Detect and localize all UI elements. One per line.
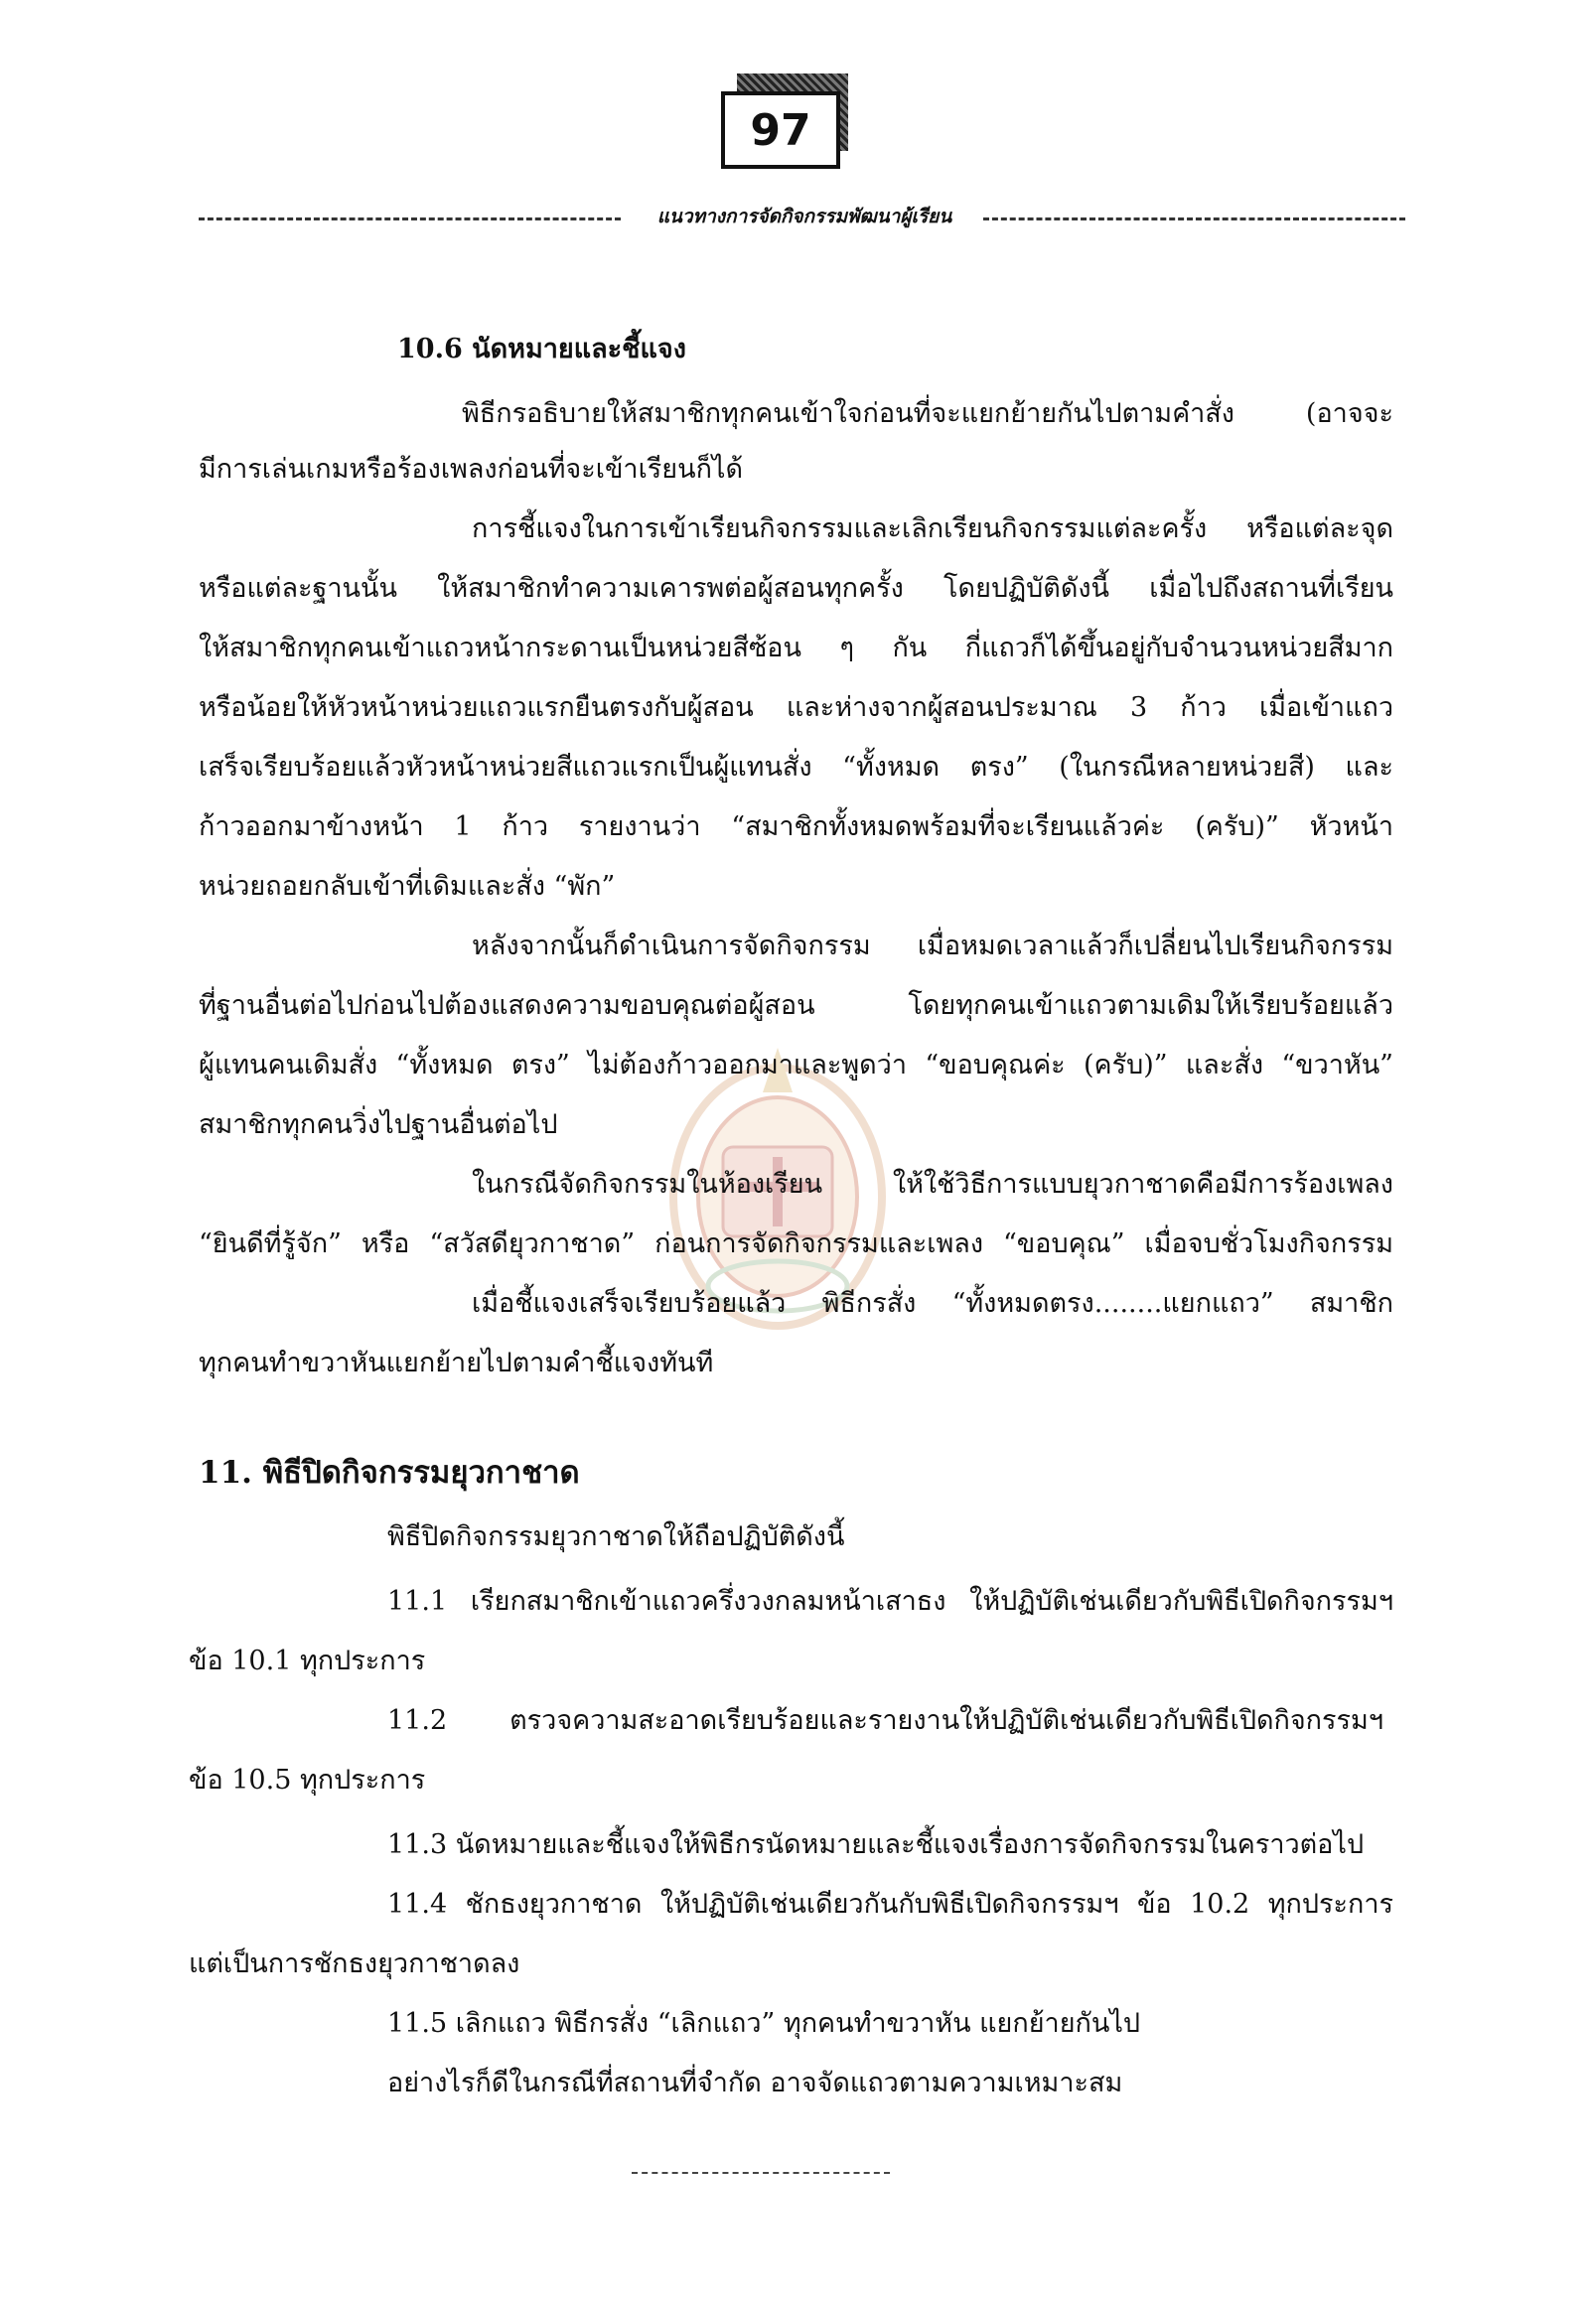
paragraph-line: การชี้แจงในการเข้าเรียนกิจกรรมและเลิกเรียนกิจกรรมแต่ละครั้ง หรือแต่ละจุด <box>472 513 1393 544</box>
section-11-intro: พิธีปิดกิจกรรมยุวกาชาดให้ถือปฏิบัติดังนี้ <box>387 1521 845 1552</box>
paragraph-line: ก้าวออกมาข้างหน้า 1 ก้าว รายงานว่า “สมาชิกทั้งหมดพร้อมที่จะเรียนแล้วค่ะ (ครับ)” หัวหน้า <box>199 811 1393 842</box>
paragraph-line: สมาชิกทุกคนวิ่งไปฐานอื่นต่อไป <box>199 1109 558 1140</box>
paragraph-line: พิธีกรอธิบายให้สมาชิกทุกคนเข้าใจก่อนที่จะแยกย้ายกันไปตามคำสั่ง (อาจจะ <box>462 398 1393 429</box>
header-rule-left <box>199 217 621 220</box>
paragraph-line: ผู้แทนคนเดิมสั่ง “ทั้งหมด ตรง” ไม่ต้องก้าวออกมาและพูดว่า “ขอบคุณค่ะ (ครับ)” และสั่ง “ขวาหัน” <box>199 1050 1393 1080</box>
running-header: แนวทางการจัดกิจกรรมพัฒนาผู้เรียน <box>656 206 952 227</box>
paragraph-line: มีการเล่นเกมหรือร้องเพลงก่อนที่จะเข้าเรียนก็ได้ <box>199 454 744 485</box>
end-divider <box>632 2172 890 2174</box>
list-item: 11.2 ตรวจความสะอาดเรียบร้อยและรายงานให้ปฏิบัติเช่นเดียวกับพิธีเปิดกิจกรรมฯ <box>387 1705 1383 1736</box>
paragraph-line: หลังจากนั้นก็ดำเนินการจัดกิจกรรม เมื่อหมดเวลาแล้วก็เปลี่ยนไปเรียนกิจกรรม <box>472 931 1393 961</box>
section-10-6-heading: 10.6 นัดหมายและชี้แจง <box>397 334 686 364</box>
paragraph-line: ที่ฐานอื่นต่อไปก่อนไปต้องแสดงความขอบคุณต่อผู้สอน โดยทุกคนเข้าแถวตามเดิมให้เรียบร้อยแล้ว <box>199 990 1393 1021</box>
list-item-continuation: ข้อ 10.1 ทุกประการ <box>189 1646 426 1676</box>
paragraph-line: เสร็จเรียบร้อยแล้วหัวหน้าหน่วยสีแถวแรกเป็นผู้แทนสั่ง “ทั้งหมด ตรง” (ในกรณีหลายหน่วยสี) และ <box>199 752 1393 783</box>
section-11-heading: 11. พิธีปิดกิจกรรมยุวกาชาด <box>199 1455 580 1491</box>
list-item-continuation: แต่เป็นการชักธงยุวกาชาดลง <box>189 1948 520 1979</box>
list-item-continuation: ข้อ 10.5 ทุกประการ <box>189 1765 426 1796</box>
paragraph-line: เมื่อชี้แจงเสร็จเรียบร้อยแล้ว พิธีกรสั่ง “ทั้งหมดตรง........แยกแถว” สมาชิก <box>472 1288 1393 1319</box>
list-item: 11.3 นัดหมายและชี้แจงให้พิธีกรนัดหมายและชี้แจงเรื่องการจัดกิจกรรมในคราวต่อไป <box>387 1829 1365 1860</box>
paragraph-line: “ยินดีที่รู้จัก” หรือ “สวัสดียุวกาชาด” ก่อนการจัดกิจกรรมและเพลง “ขอบคุณ” เมื่อจบชั่วโมงกิจกรรม <box>199 1228 1393 1259</box>
list-item: 11.5 เลิกแถว พิธีกรสั่ง “เลิกแถว” ทุกคนทำขวาหัน แยกย้ายกันไป <box>387 2008 1141 2039</box>
paragraph-line: หน่วยถอยกลับเข้าที่เดิมและสั่ง “พัก” <box>199 871 616 902</box>
list-item: 11.4 ชักธงยุวกาชาด ให้ปฏิบัติเช่นเดียวกันกับพิธีเปิดกิจกรรมฯ ข้อ 10.2 ทุกประการ <box>387 1889 1393 1920</box>
closing-note: อย่างไรก็ดีในกรณีที่สถานที่จำกัด อาจจัดแถวตามความเหมาะสม <box>387 2068 1123 2098</box>
paragraph-line: หรือแต่ละฐานนั้น ให้สมาชิกทำความเคารพต่อผู้สอนทุกครั้ง โดยปฏิบัติดังนี้ เมื่อไปถึงสถานที่เรียน <box>199 573 1393 604</box>
header-rule-right <box>983 217 1405 220</box>
paragraph-line: ทุกคนทำขวาหันแยกย้ายไปตามคำชี้แจงทันที <box>199 1348 714 1378</box>
page-number: 97 <box>721 91 840 169</box>
paragraph-line: หรือน้อยให้หัวหน้าหน่วยแถวแรกยืนตรงกับผู้สอน และห่างจากผู้สอนประมาณ 3 ก้าว เมื่อเข้าแถว <box>199 692 1393 723</box>
list-item: 11.1 เรียกสมาชิกเข้าแถวครึ่งวงกลมหน้าเสาธง ให้ปฏิบัติเช่นเดียวกับพิธีเปิดกิจกรรมฯ <box>387 1586 1393 1617</box>
paragraph-line: ให้สมาชิกทุกคนเข้าแถวหน้ากระดานเป็นหน่วยสีซ้อน ๆ กัน กี่แถวก็ได้ขึ้นอยู่กับจำนวนหน่วยสีมาก <box>199 633 1393 663</box>
paragraph-line: ในกรณีจัดกิจกรรมในห้องเรียน ให้ใช้วิธีการแบบยุวกาชาดคือมีการร้องเพลง <box>472 1169 1393 1200</box>
